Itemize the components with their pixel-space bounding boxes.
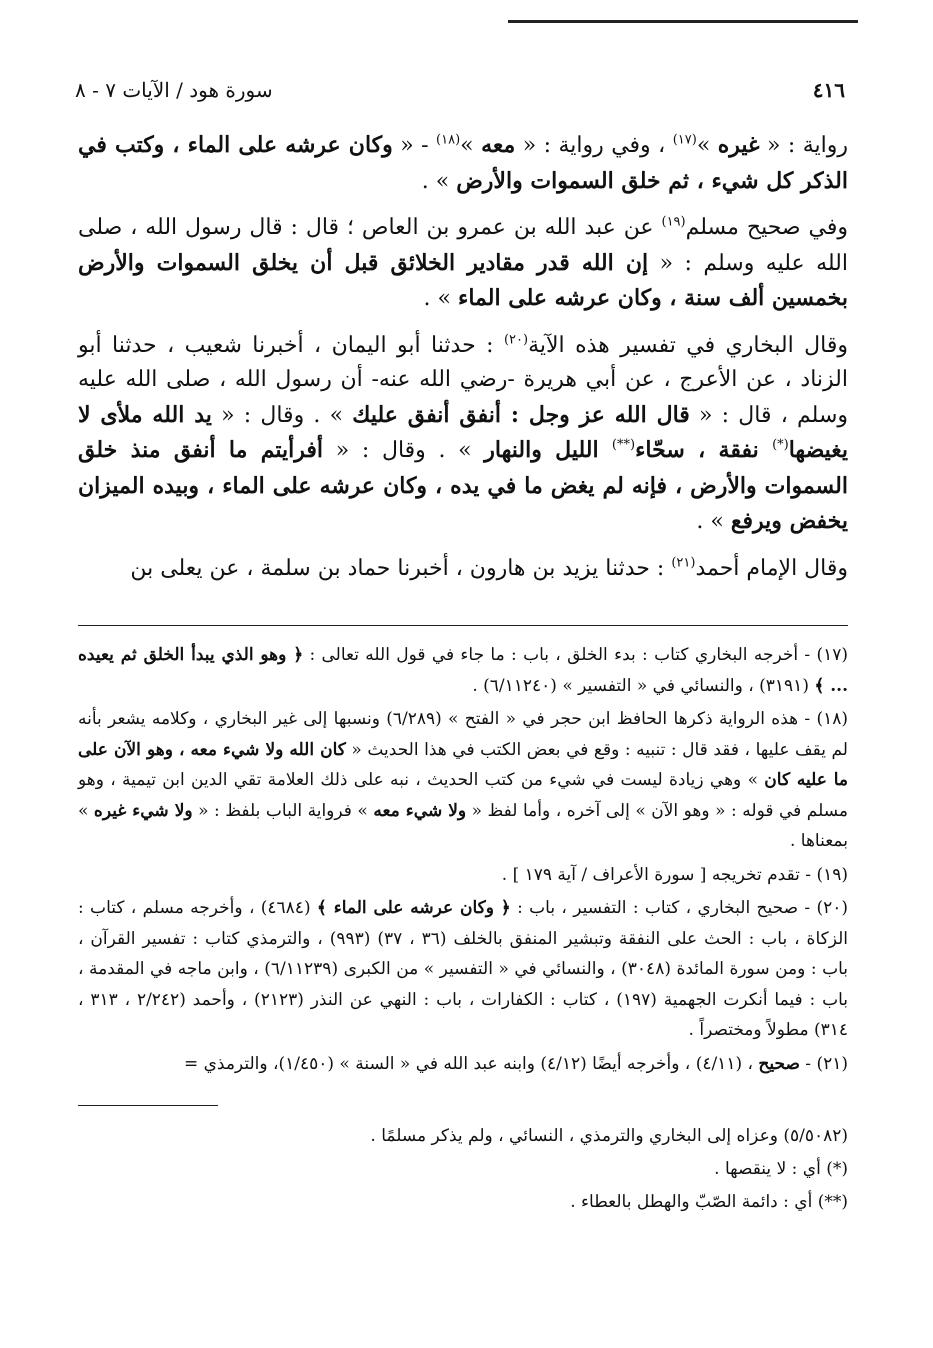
text-run: » . [696, 509, 731, 534]
text-run: : حدثنا أبو اليمان ، أخبرنا شعيب ، حدثنا أبو الزناد ، عن الأعرج ، عن أبي هريرة -رضي الله عنه- أن رسول الله ، صلى الله عليه وسلم ، قال : « [78, 332, 848, 428]
footnotes [78, 640, 848, 1082]
text-run: » . [421, 168, 457, 194]
text-run: (٢١) - [799, 1053, 848, 1074]
note-continuation: (٥/٥٠٨٢) وعزاه إلى البخاري والترمذي ، النسائي ، ولم يذكر مسلمًا . [370, 1126, 848, 1146]
text-run: » فرواية الباب بلفظ : « [192, 800, 374, 821]
text-run: » [460, 133, 482, 158]
quote-bold: معه [481, 132, 516, 158]
text-run: : حدثنا يزيد بن هارون ، أخبرنا حماد بن سلمة ، عن يعلى بن [130, 555, 672, 581]
secondary-notes [78, 1120, 848, 1219]
quote-bold: ﴿ وكان عرشه على الماء ﴾ [316, 898, 511, 918]
footnote-ref: (**) [611, 437, 636, 453]
text-run: وقال البخاري في تفسير هذه الآية [528, 332, 849, 358]
text-run: رواية : « [759, 133, 849, 158]
secondary-footnote-rule [78, 1105, 218, 1106]
text-run: (١٨) - هذه الرواية ذكرها الحافظ ابن حجر في « الفتح » (٦/٢٨٩) ونسبها إلى غير البخاري ، وكلامه يشعر بأنه لم يقف عليها ، فقد قال : تنبيه : وقع في بعض الكتب في هذا الحديث « [78, 709, 848, 760]
footnote-ref: (٢١) [671, 555, 696, 571]
footnote-ref: (٢٠) [503, 332, 529, 348]
footnote-ref: (١٧) [672, 132, 697, 148]
paragraph [78, 211, 848, 317]
text-run: » بمعناها . [78, 800, 848, 851]
footnote-ref: (*) [772, 437, 789, 453]
text-run: » . وقال : « [323, 438, 485, 463]
text-run: (١٧) - أخرجه البخاري كتاب : بدء الخلق ، باب : ما جاء في قول الله تعالى : [303, 645, 848, 665]
quote-bold: أفرأيتم ما أنفق منذ خلق السموات والأرض ، فإنه لم يغض ما في يده ، وكان عرشه على الماء ، وبيده الميزان يخفض ويرفع [78, 437, 848, 534]
footnote-ref: (١٨) [436, 132, 461, 148]
paragraph [78, 128, 848, 199]
text-run: (٢٠) - صحيح البخاري ، كتاب : التفسير ، باب : [510, 898, 848, 918]
quote-bold: إن الله قدر مقادير الخلائق قبل أن يخلق السموات والأرض بخمسين ألف سنة ، وكان عرشه على الماء [78, 249, 848, 311]
footnote-21 [78, 1049, 848, 1080]
quote-bold: غيره [717, 132, 760, 158]
note-star: (*) أي : لا ينقصها . [714, 1159, 848, 1179]
quote-bold: ﴿ وهو الذي يبدأ الخلق ثم يعيده ... ﴾ [78, 645, 848, 696]
running-title: سورة هود / الآيات ٧ - ٨ [75, 78, 273, 102]
quote-bold: ولا شيء معه [373, 800, 467, 821]
text-run: - « [392, 133, 437, 158]
quote-bold: قال الله عز وجل : أنفق أنفق عليك [352, 401, 690, 428]
header-rule [508, 20, 858, 23]
footnote-19: (١٩) - تقدم تخريجه [ سورة الأعراف / آية ١٧٩ ] . [501, 864, 848, 885]
paragraph [78, 552, 848, 587]
text-run: (٣١٩١) ، والنسائي في « التفسير » (٦/١١٢٤٠) . [472, 675, 815, 696]
main-text [78, 128, 848, 598]
text-run: وقال الإمام أحمد [695, 555, 848, 581]
quote-bold: ولا شيء غيره [93, 800, 193, 821]
text-run: (٤٦٨٤) ، وأخرجه مسلم ، كتاب : الزكاة ، باب : الحث على النفقة وتبشير المنفق بالخلف (٣٦ ، ٣٧) (٩٩٣) ، والترمذي كتاب : تفسير القرآن ، باب : ومن سورة المائدة (٣٠٤٨) ، والنسائي في « التفسير » من الكبرى (٦/١١٢٣٩) ، وابن ماجه في المقدمة ، باب : فيما أنكرت الجهمية (١٩٧) ، كتاب : الكفارات ، باب : النهي عن النذر (٢١٢٣) ، وأحمد (٢/٢٤٢ ، ٣١٣ ، ٣١٤) مطولاً ومختصراً . [78, 898, 849, 1040]
quote-bold: كان الله ولا شيء معه ، وهو الآن على ما عليه كان [78, 739, 848, 790]
footnote-rule [78, 625, 848, 626]
footnote-18 [78, 704, 848, 857]
page-header [75, 78, 845, 118]
quote-bold: يد الله ملأى لا يغيضها [78, 401, 849, 463]
paragraph [78, 329, 848, 540]
quote-bold: صحيح [758, 1053, 800, 1074]
footnote-17 [78, 640, 848, 701]
quote-bold: نفقة ، سحّاء [635, 437, 773, 463]
note-double-star: (**) أي : دائمة الصّبّ والهطل بالعطاء . [570, 1192, 848, 1212]
text-run: » وهي زيادة ليست في شيء من كتب الحديث ، نبه على ذلك العلامة تقي الدين ابن تيمية ، وهو مسلم في قوله : « وهو الآن » إلى آخره ، وأما لفظ « [78, 770, 849, 821]
text-run: ، وفي رواية : « [515, 133, 673, 158]
text-run: وفي صحيح مسلم [685, 215, 848, 240]
footnote-20 [78, 893, 848, 1046]
text-run: ، (٤/١١) ، وأخرجه أيضًا (٤/١٢) وابنه عبد الله في « السنة » (١/٤٥٠)، والترمذي = [183, 1053, 759, 1074]
text-run: » . وقال : « [211, 402, 353, 428]
footnote-ref: (١٩) [661, 214, 686, 230]
text-run: عن عبد الله بن عمرو بن العاص ؛ قال : قال رسول الله ، صلى الله عليه وسلم : « [78, 215, 848, 276]
page-number: ٤١٦ [812, 78, 845, 102]
quote-bold: الليل والنهار [484, 437, 612, 463]
text-run: » [696, 133, 718, 158]
quote-bold: وكان عرشه على الماء ، وكتب في الذكر كل شيء ، ثم خلق السموات والأرض [78, 132, 848, 194]
text-run: » . [423, 286, 458, 311]
